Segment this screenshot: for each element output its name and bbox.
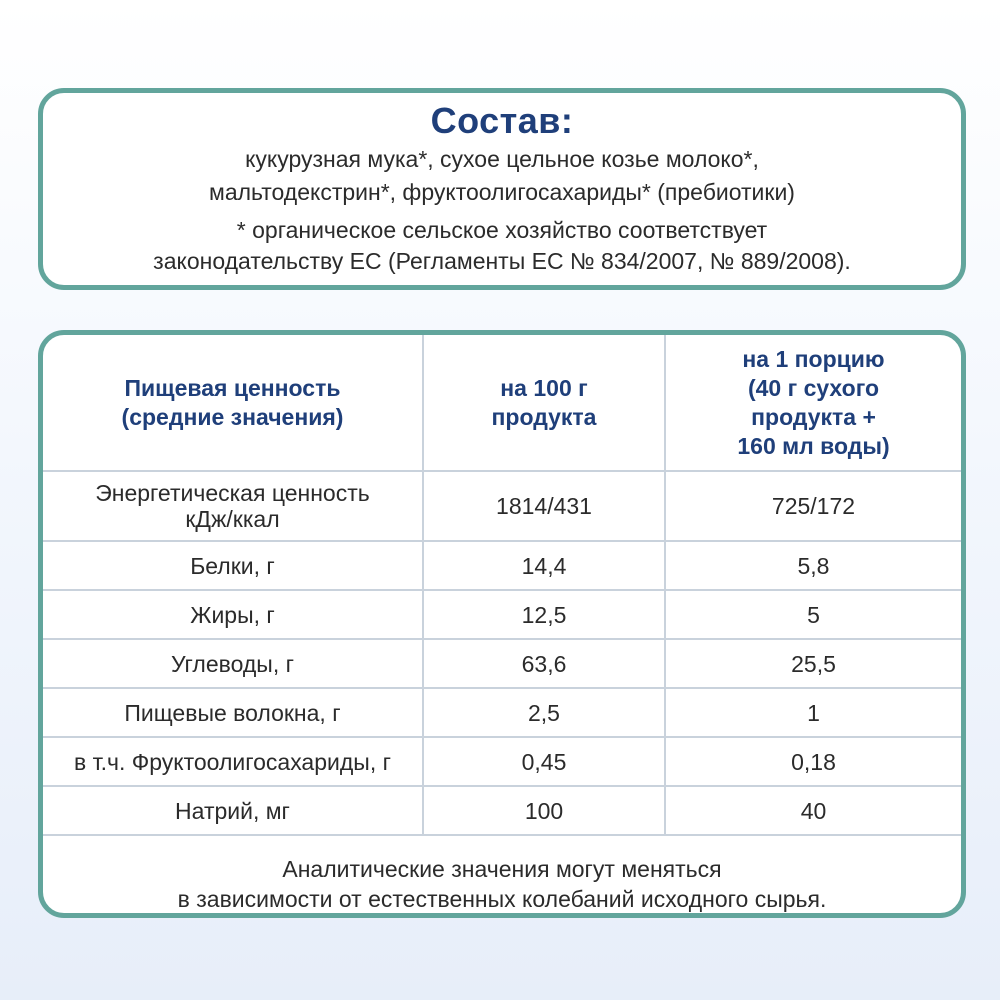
composition-note (43, 215, 961, 277)
row-per-serving: 725/172 (665, 471, 961, 541)
header-per-100g (423, 335, 665, 471)
table-row (43, 590, 961, 639)
table-row (43, 471, 961, 541)
analytical-footnote (43, 836, 961, 914)
header-line: на 100 г (500, 374, 588, 401)
table-row (43, 639, 961, 688)
header-line: на 1 порцию (742, 345, 885, 372)
table-row (43, 737, 961, 786)
row-per100: 14,4 (423, 541, 665, 590)
row-per100: 0,45 (423, 737, 665, 786)
header-line: продукта (491, 403, 597, 430)
row-per100: 1814/431 (423, 471, 665, 541)
row-name-line: кДж/ккал (185, 506, 280, 532)
footnote-line: Аналитические значения могут меняться (282, 856, 722, 882)
footnote-line: в зависимости от естественных колебаний исходного сырья. (177, 886, 827, 912)
ingredients-line: мальтодекстрин*, фруктоолигосахариды* (пребиотики) (209, 179, 795, 205)
row-name-line: Энергетическая ценность (95, 480, 370, 506)
table-row (43, 688, 961, 737)
row-per-serving: 25,5 (665, 639, 961, 688)
header-line: продукта + (751, 403, 876, 430)
table-row (43, 541, 961, 590)
note-line: законодательству ЕС (Регламенты ЕС № 834/2007, № 889/2008). (153, 248, 851, 274)
ingredients-line: кукурузная мука*, сухое цельное козье молоко*, (245, 146, 759, 172)
note-line: * органическое сельское хозяйство соответствует (236, 217, 768, 243)
row-name: Углеводы, г (43, 639, 423, 688)
row-per100: 12,5 (423, 590, 665, 639)
nutrition-table (43, 335, 961, 836)
composition-ingredients (43, 143, 961, 209)
header-line: (средние значения) (121, 403, 344, 430)
row-per100: 63,6 (423, 639, 665, 688)
row-name: Пищевые волокна, г (43, 688, 423, 737)
composition-title: Состав: (430, 100, 574, 141)
header-per-serving (665, 335, 961, 471)
header-line: 160 мл воды) (737, 432, 890, 459)
row-name: Жиры, г (43, 590, 423, 639)
table-row (43, 786, 961, 835)
header-line: (40 г сухого (747, 374, 880, 401)
composition-panel (38, 88, 966, 290)
header-line: Пищевая ценность (124, 374, 341, 401)
nutrition-panel (38, 330, 966, 918)
row-name: Белки, г (43, 541, 423, 590)
table-header-row (43, 335, 961, 471)
header-nutrition-value (43, 335, 423, 471)
row-name (43, 471, 423, 541)
row-per-serving: 1 (665, 688, 961, 737)
row-per100: 100 (423, 786, 665, 835)
row-per-serving: 40 (665, 786, 961, 835)
row-per100: 2,5 (423, 688, 665, 737)
row-name: Натрий, мг (43, 786, 423, 835)
row-per-serving: 5 (665, 590, 961, 639)
row-name: в т.ч. Фруктоолигосахариды, г (43, 737, 423, 786)
row-per-serving: 5,8 (665, 541, 961, 590)
row-per-serving: 0,18 (665, 737, 961, 786)
